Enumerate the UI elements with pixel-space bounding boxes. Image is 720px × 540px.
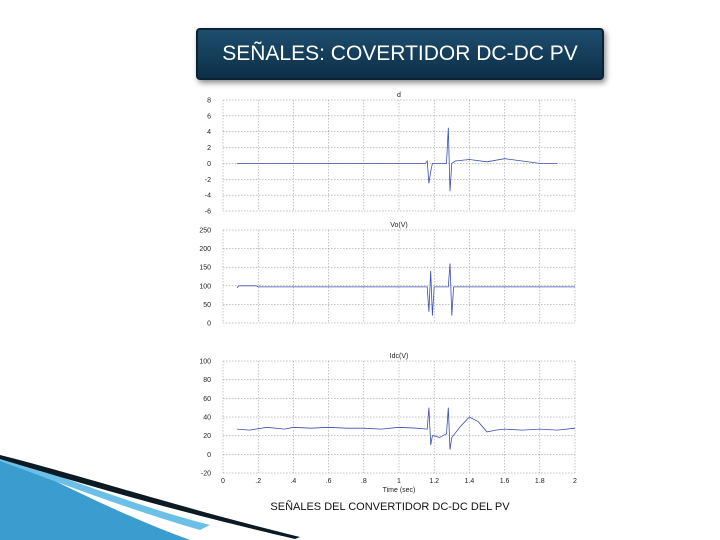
subplot-title: d (397, 92, 401, 99)
y-tick-label: 20 (203, 433, 211, 441)
y-tick-label: 0 (207, 451, 211, 459)
subplot-title: Vo(V) (390, 222, 408, 229)
x-tick-label: 1.4 (464, 478, 475, 485)
y-tick-label: -6 (204, 208, 211, 216)
y-tick-label: 0 (207, 160, 211, 168)
y-tick-label: -4 (204, 192, 211, 200)
x-tick-label: .4 (290, 478, 297, 485)
y-tick-label: 4 (207, 129, 211, 137)
y-tick-label: 100 (199, 283, 211, 291)
series-line (237, 408, 575, 450)
y-tick-label: 60 (203, 395, 211, 403)
decorative-swoosh (0, 455, 300, 540)
y-tick-label: 6 (207, 113, 211, 121)
slide-title: SEÑALES: COVERTIDOR DC-DC PV (196, 28, 604, 80)
y-tick-label: 0 (207, 320, 211, 328)
y-tick-label: 8 (207, 97, 211, 105)
x-axis-label: Time (sec) (382, 487, 416, 494)
x-tick-label: 2 (573, 478, 577, 485)
signal-plots (195, 86, 585, 496)
y-tick-label: 100 (199, 358, 211, 366)
y-tick-label: 250 (199, 227, 211, 235)
y-tick-label: 50 (203, 301, 211, 309)
subplot-title: Idc(V) (389, 353, 409, 360)
y-tick-label: 40 (203, 414, 211, 422)
x-tick-label: 1 (397, 478, 401, 485)
figure-caption: SEÑALES DEL CONVERTIDOR DC-DC DEL PV (270, 501, 510, 513)
y-tick-label: 200 (199, 246, 211, 254)
x-tick-label: .2 (255, 478, 262, 485)
x-tick-label: .8 (360, 478, 367, 485)
x-tick-label: 0 (221, 478, 225, 485)
y-tick-label: 2 (207, 145, 211, 153)
x-tick-label: .6 (325, 478, 332, 485)
y-tick-label: -20 (200, 470, 211, 478)
series-line (237, 128, 557, 191)
y-tick-label: -2 (204, 176, 211, 184)
x-tick-label: 1.6 (499, 478, 510, 485)
y-tick-label: 150 (199, 264, 211, 272)
x-tick-label: 1.2 (429, 478, 440, 485)
series-line (237, 264, 575, 316)
x-tick-label: 1.8 (534, 478, 545, 485)
y-tick-label: 80 (203, 377, 211, 385)
